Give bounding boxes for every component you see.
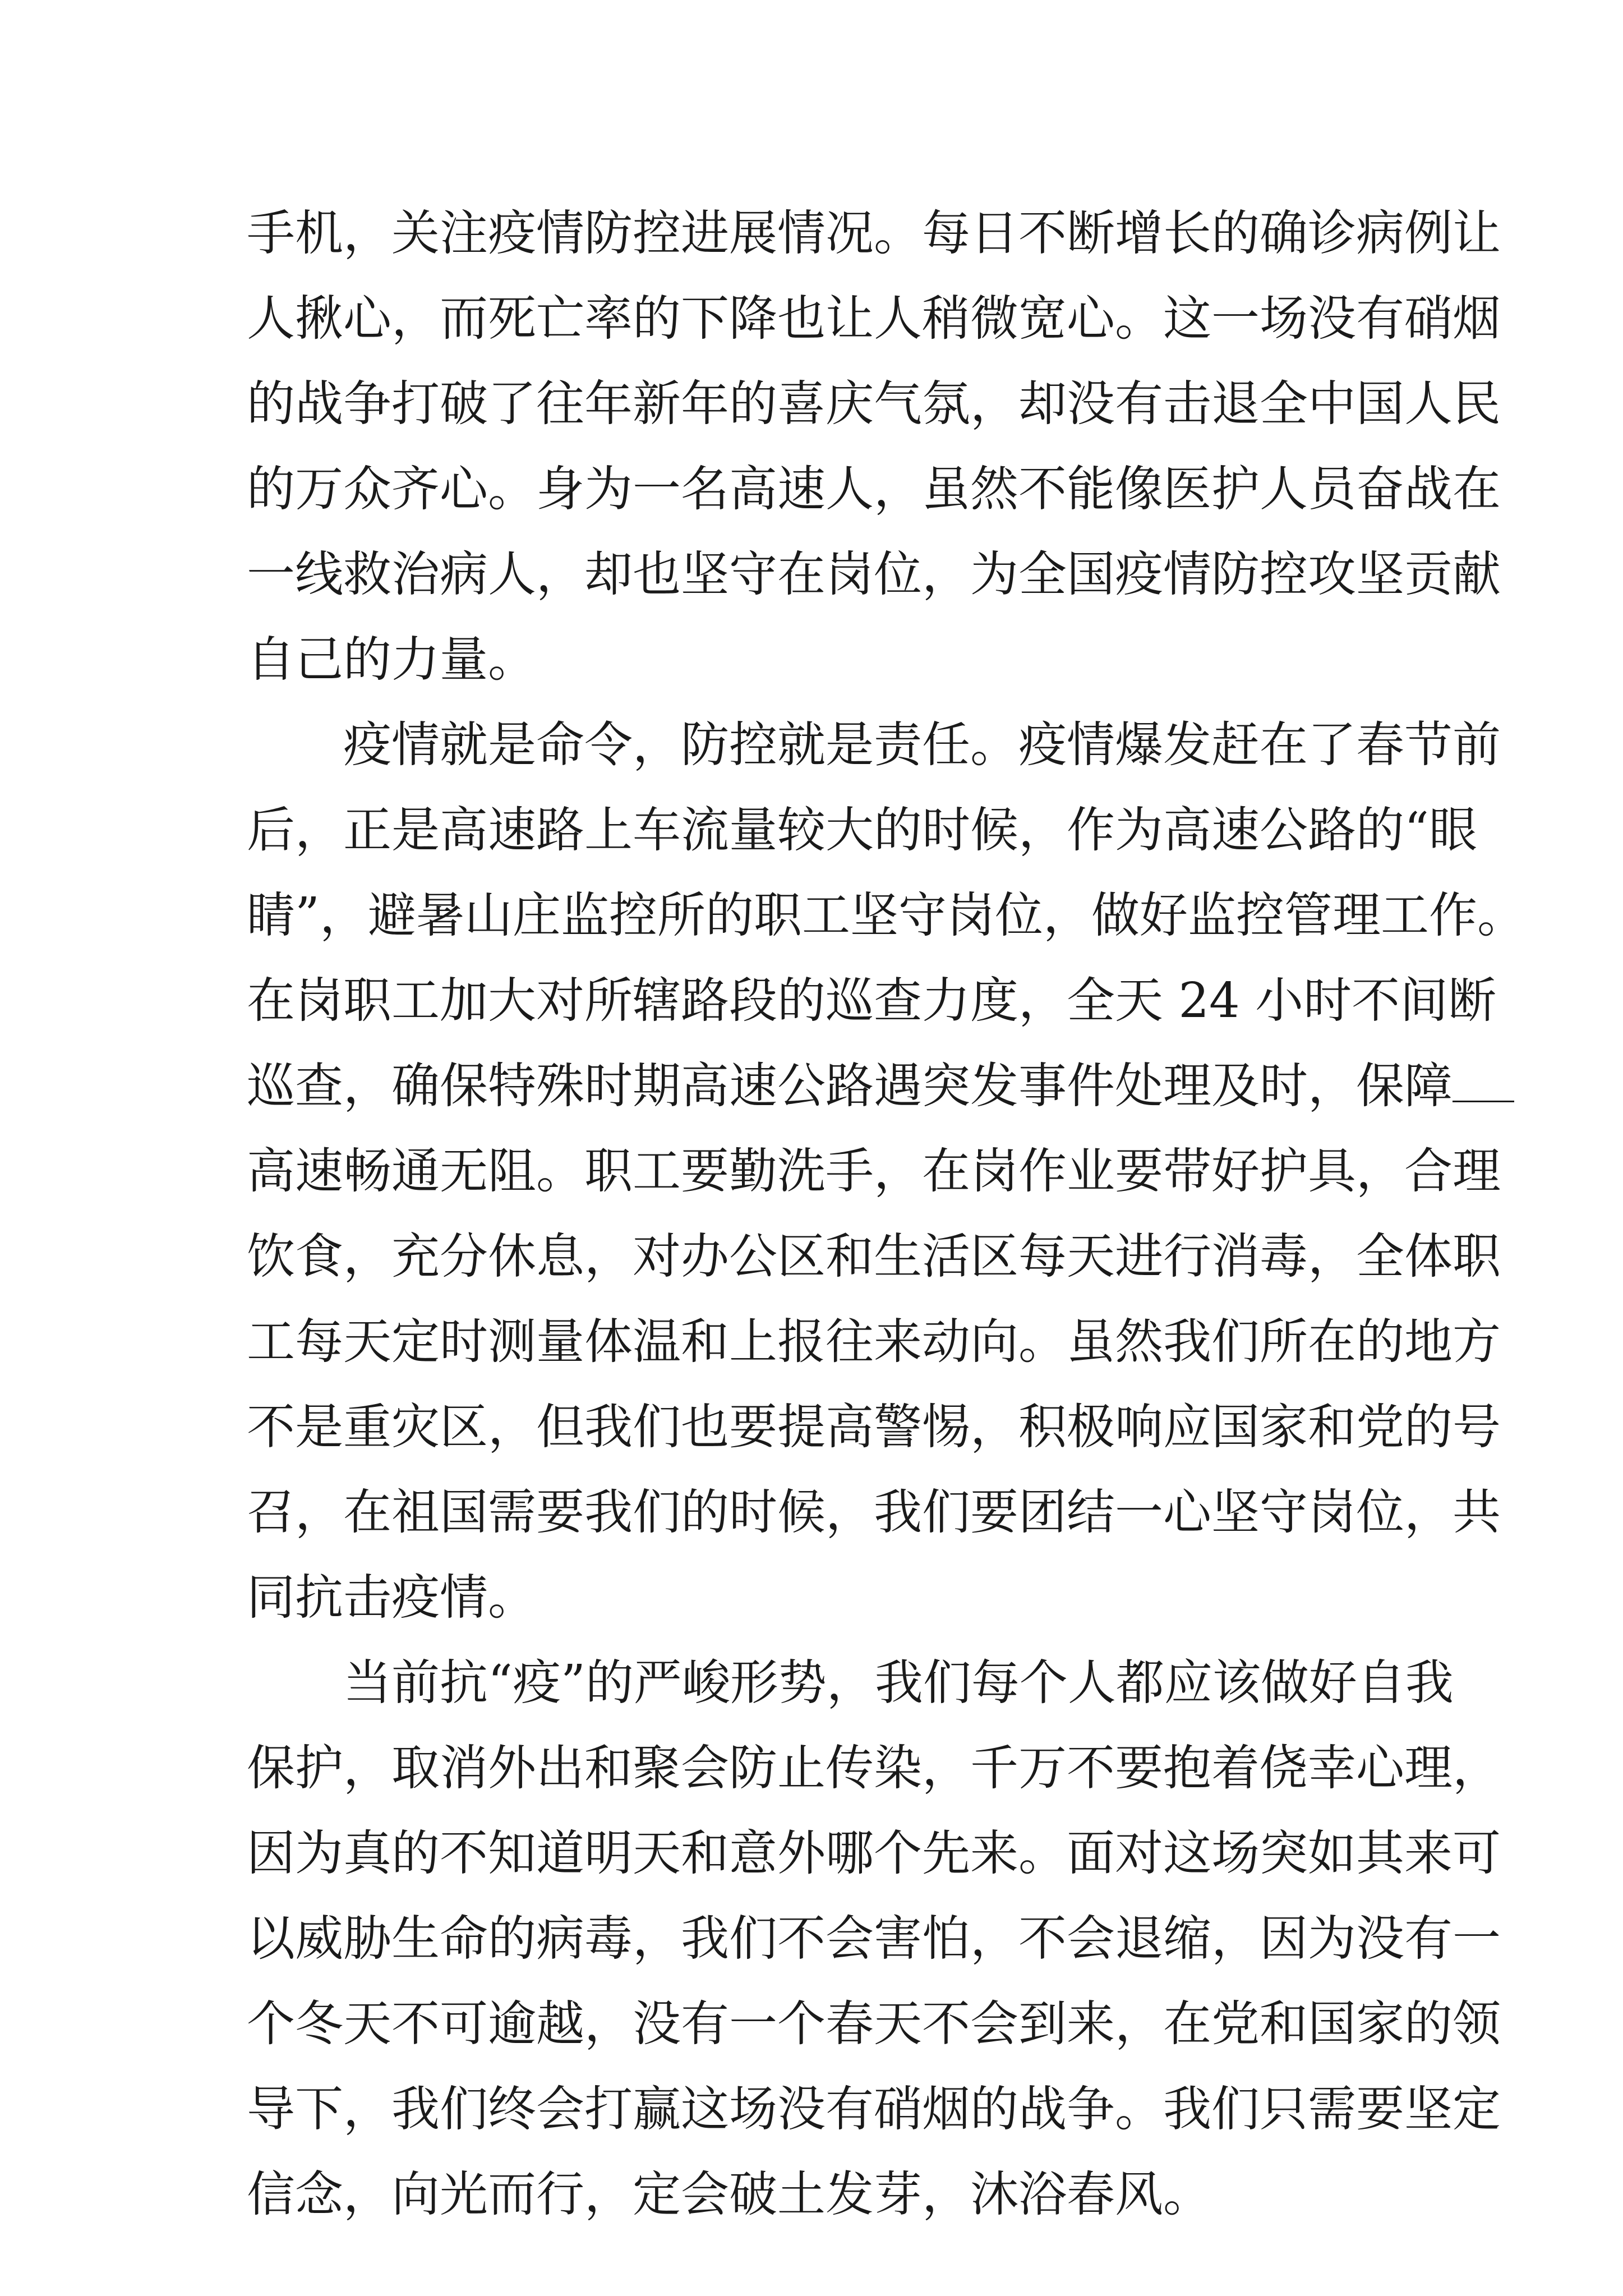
text-line-with-blank <box>247 1043 1453 1129</box>
text-line-text: 巡查，确保特殊时期高速公路遇突发事件处理及时，保障 <box>247 1058 1453 1114</box>
document-body <box>247 191 1525 2237</box>
text-line: 当前抗“疫”的严峻形势，我们每个人都应该做好自我 <box>343 1655 1454 1711</box>
text-line: 手机，关注疫情防控进展情况。每日不断增长的确诊病例让 <box>247 205 1501 261</box>
text-line: 以威胁生命的病毒，我们不会害怕，不会退缩，因为没有一 <box>247 1911 1501 1967</box>
text-line: 导下，我们终会打赢这场没有硝烟的战争。我们只需要坚定 <box>247 2081 1501 2137</box>
text-line: 的战争打破了往年新年的喜庆气氛，却没有击退全中国人民 <box>247 376 1501 432</box>
text-line: 保护，取消外出和聚会防止传染，千万不要抱着侥幸心理， <box>247 1740 1501 1796</box>
paragraph-2 <box>247 702 1525 1640</box>
text-line: 的万众齐心。身为一名高速人，虽然不能像医护人员奋战在 <box>247 461 1501 517</box>
text-line: 不是重灾区，但我们也要提高警惕，积极响应国家和党的号 <box>247 1399 1501 1455</box>
text-line: 高速畅通无阻。职工要勤洗手，在岗作业要带好护具，合理 <box>247 1143 1501 1199</box>
text-line: 召，在祖国需要我们的时候，我们要团结一心坚守岗位，共 <box>247 1484 1501 1540</box>
text-line: 个冬天不可逾越，没有一个春天不会到来，在党和国家的领 <box>247 1996 1501 2052</box>
text-line: 人揪心，而死亡率的下降也让人稍微宽心。这一场没有硝烟 <box>247 291 1501 347</box>
blank-underline <box>1453 1053 1514 1102</box>
text-line: 后，正是高速路上车流量较大的时候，作为高速公路的“眼 <box>247 802 1477 858</box>
text-line: 饮食，充分休息，对办公区和生活区每天进行消毒，全体职 <box>247 1228 1501 1285</box>
text-line: 同抗击疫情。 <box>247 1570 536 1626</box>
paragraph-3 <box>247 1640 1501 2237</box>
text-line: 信念，向光而行，定会破土发芽，沐浴春风。 <box>247 2166 1211 2223</box>
text-line: 自己的力量。 <box>247 632 536 688</box>
paragraph-1 <box>247 191 1501 702</box>
text-line: 一线救治病人，却也坚守在岗位，为全国疫情防控攻坚贡献 <box>247 546 1501 602</box>
text-line: 疫情就是命令，防控就是责任。疫情爆发赶在了春节前 <box>343 717 1501 773</box>
text-line: 工每天定时测量体温和上报往来动向。虽然我们所在的地方 <box>247 1314 1501 1370</box>
text-line: 睛”，避暑山庄监控所的职工坚守岗位，做好监控管理工作。 <box>247 887 1525 944</box>
text-line: 在岗职工加大对所辖路段的巡查力度，全天 24 小时不间断 <box>247 973 1497 1029</box>
text-line: 因为真的不知道明天和意外哪个先来。面对这场突如其来可 <box>247 1825 1501 1881</box>
